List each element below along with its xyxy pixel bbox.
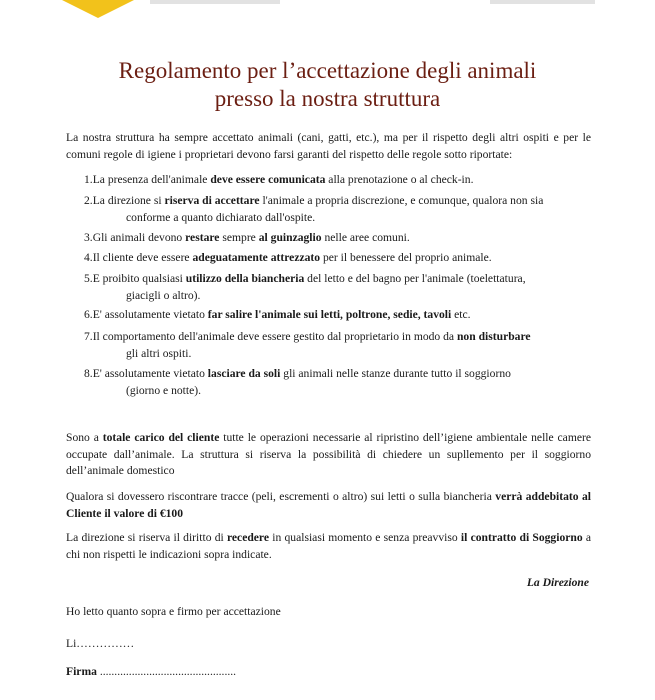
firma-label: Firma: [66, 665, 97, 678]
firma-field: [66, 664, 236, 680]
rule-4: 4.Il cliente deve essere adeguatamente attrezzato per il benessere del proprio animale.: [84, 251, 492, 264]
rule-2: 2.La direzione si riserva di accettare l'animale a propria discrezione, e comunque, qualora non sia conforme a quanto dichiarato dall'ospite.: [84, 194, 544, 224]
header-faint-text-right: [490, 0, 595, 4]
document-title-line1: Regolamento per l’accettazione degli animali: [118, 58, 537, 83]
intro-paragraph: La nostra struttura ha sempre accettato animali (cani, gatti, etc.), ma per il rispetto degli altri ospiti e per le comuni regole di igiene i proprietari devono farsi garanti del rispetto delle regole sotto riportate:: [66, 131, 591, 161]
acceptance-text: Ho letto quanto sopra e firmo per accettazione: [66, 605, 281, 618]
document-title-line2: presso la nostra struttura: [214, 86, 441, 111]
rule-1: 1.La presenza dell'animale deve essere comunicata alla prenotazione o al check-in.: [84, 173, 474, 186]
rule-5: 5.E proibito qualsiasi utilizzo della biancheria del letto e del bagno per l'animale (toelettatura, giacigli o altro).: [84, 272, 526, 302]
logo-icon: [62, 0, 134, 18]
place-field: Li……………: [66, 637, 135, 650]
rule-3: 3.Gli animali devono restare sempre al guinzaglio nelle aree comuni.: [84, 231, 410, 244]
withdrawal-paragraph: La direzione si riserva il diritto di recedere in qualsiasi momento e senza preavviso il contratto di Soggiorno a chi non rispetti le indicazioni sopra indicate.: [66, 531, 592, 561]
fee-paragraph: Qualora si dovessero riscontrare tracce (peli, escrementi o altro) sui letti o sulla biancheria verrà addebitato al Cliente il valore di €100: [66, 490, 592, 520]
rule-8: 8.E' assolutamente vietato lasciare da soli gli animali nelle stanze durante tutto il soggiorno (giorno e notte).: [84, 367, 511, 397]
client-charge-paragraph: Sono a totale carico del cliente tutte le operazioni necessarie al ripristino dell’igiene ambientale nelle camere occupate dall’animale. La struttura si riserva la possibilità di chiedere un supllemento per il soggiorno dell’animale domestico: [66, 431, 591, 477]
rule-6: 6.E' assolutamente vietato far salire l'animale sui letti, poltrone, sedie, tavoli etc.: [84, 308, 471, 321]
rule-7: 7.Il comportamento dell'animale deve essere gestito dal proprietario in modo da non disturbare gli altri ospiti.: [84, 330, 531, 360]
firma-line: ...............................................: [99, 665, 237, 678]
header-faint-text: [150, 0, 280, 4]
direction-signature: La Direzione: [526, 576, 589, 589]
